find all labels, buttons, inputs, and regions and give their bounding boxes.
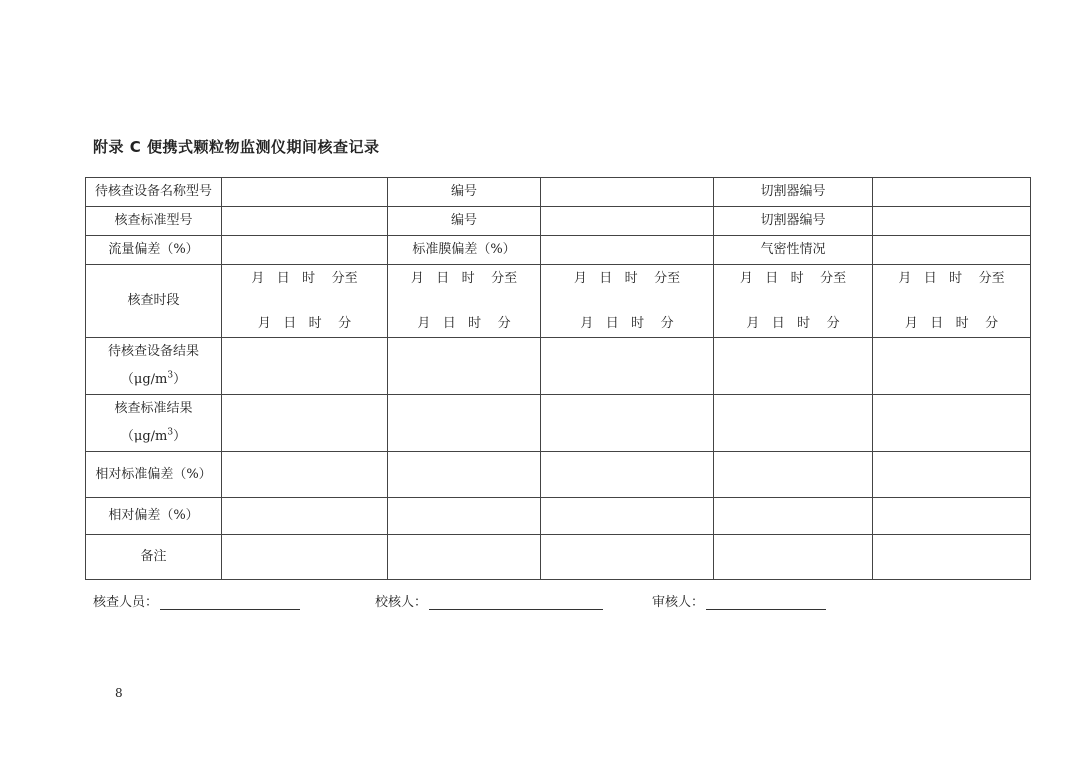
device-result-unit: $(\mu g/m^3)$ <box>120 370 187 387</box>
standard-result-input-2[interactable] <box>388 395 541 452</box>
flow-deviation-input-cell[interactable] <box>222 236 388 265</box>
page-title: 附录 C 便携式颗粒物监测仪期间核查记录 <box>93 138 380 156</box>
table-row-standard-model <box>86 207 1031 236</box>
device-result-input-2[interactable] <box>388 338 541 395</box>
table-row-period <box>86 265 1031 338</box>
standard-result-input-1[interactable] <box>222 395 388 452</box>
page-number: 8 <box>115 686 123 700</box>
standard-result-unit: $(\mu g/m^3)$ <box>120 427 187 444</box>
standard-result-label-cell <box>86 395 222 452</box>
standard-cutter-number-label: 切割器编号 <box>714 207 873 236</box>
device-result-input-4[interactable] <box>714 338 873 395</box>
remark-label: 备注 <box>86 535 222 580</box>
table-row-deviation <box>86 236 1031 265</box>
period-end: 月 日 时 分 <box>746 315 840 331</box>
standard-number-label: 编号 <box>388 207 541 236</box>
period-cell-3[interactable] <box>541 265 714 338</box>
table-row-relative-deviation <box>86 498 1031 535</box>
period-cell-2[interactable] <box>388 265 541 338</box>
signature-section <box>0 591 1080 611</box>
table-row-device-model <box>86 178 1031 207</box>
remark-input-1[interactable] <box>222 535 388 580</box>
device-result-label: 待核查设备结果 <box>107 344 199 359</box>
device-result-input-1[interactable] <box>222 338 388 395</box>
verification-record-table <box>85 177 1031 580</box>
device-result-label-cell <box>86 338 222 395</box>
inspector-signature-line[interactable] <box>160 596 300 610</box>
device-number-input-cell[interactable] <box>541 178 714 207</box>
checker-signature-line[interactable] <box>429 596 603 610</box>
period-start: 月 日 时 分至 <box>898 270 1005 286</box>
period-end: 月 日 时 分 <box>257 315 352 331</box>
remark-input-3[interactable] <box>541 535 714 580</box>
standard-model-input-cell[interactable] <box>222 207 388 236</box>
relative-std-deviation-input-5[interactable] <box>873 452 1031 498</box>
relative-std-deviation-input-4[interactable] <box>714 452 873 498</box>
inspector-label: 核查人员： <box>93 595 159 610</box>
standard-cutter-number-input-cell[interactable] <box>873 207 1031 236</box>
standard-result-input-3[interactable] <box>541 395 714 452</box>
period-cell-5[interactable] <box>873 265 1031 338</box>
device-result-input-3[interactable] <box>541 338 714 395</box>
device-number-label: 编号 <box>388 178 541 207</box>
table-row-remark <box>86 535 1031 580</box>
relative-deviation-input-5[interactable] <box>873 498 1031 535</box>
device-cutter-number-input-cell[interactable] <box>873 178 1031 207</box>
relative-deviation-input-3[interactable] <box>541 498 714 535</box>
period-label: 核查时段 <box>86 265 222 338</box>
table-row-standard-result <box>86 395 1031 452</box>
relative-std-deviation-input-2[interactable] <box>388 452 541 498</box>
standard-result-label: 核查标准结果 <box>114 401 193 416</box>
checker-signature <box>375 591 603 610</box>
period-start: 月 日 时 分至 <box>410 270 518 286</box>
remark-input-4[interactable] <box>714 535 873 580</box>
remark-input-5[interactable] <box>873 535 1031 580</box>
relative-deviation-input-1[interactable] <box>222 498 388 535</box>
period-cell-1[interactable] <box>222 265 388 338</box>
airtightness-label: 气密性情况 <box>714 236 873 265</box>
reviewer-signature-line[interactable] <box>706 596 826 610</box>
table-row-device-result <box>86 338 1031 395</box>
period-end: 月 日 时 分 <box>417 315 511 331</box>
standard-model-label: 核查标准型号 <box>86 207 222 236</box>
table-row-relative-std-deviation <box>86 452 1031 498</box>
membrane-deviation-input-cell[interactable] <box>541 236 714 265</box>
flow-deviation-label: 流量偏差（%） <box>86 236 222 265</box>
membrane-deviation-label: 标准膜偏差（%） <box>388 236 541 265</box>
device-result-input-5[interactable] <box>873 338 1031 395</box>
reviewer-label: 审核人： <box>652 595 705 610</box>
relative-deviation-input-2[interactable] <box>388 498 541 535</box>
period-start: 月 日 时 分至 <box>251 270 358 286</box>
standard-result-input-5[interactable] <box>873 395 1031 452</box>
period-end: 月 日 时 分 <box>580 315 674 331</box>
relative-std-deviation-input-3[interactable] <box>541 452 714 498</box>
device-cutter-number-label: 切割器编号 <box>714 178 873 207</box>
period-start: 月 日 时 分至 <box>573 270 681 286</box>
device-model-input-cell[interactable] <box>222 178 388 207</box>
period-start: 月 日 时 分至 <box>739 270 847 286</box>
relative-std-deviation-label: 相对标准偏差（%） <box>86 452 222 498</box>
reviewer-signature <box>652 591 826 610</box>
period-cell-4[interactable] <box>714 265 873 338</box>
relative-std-deviation-input-1[interactable] <box>222 452 388 498</box>
standard-result-input-4[interactable] <box>714 395 873 452</box>
standard-number-input-cell[interactable] <box>541 207 714 236</box>
remark-input-2[interactable] <box>388 535 541 580</box>
inspector-signature <box>93 591 300 610</box>
device-model-label: 待核查设备名称型号 <box>86 178 222 207</box>
relative-deviation-input-4[interactable] <box>714 498 873 535</box>
relative-deviation-label: 相对偏差（%） <box>86 498 222 535</box>
period-end: 月 日 时 分 <box>904 315 999 331</box>
checker-label: 校核人： <box>375 595 428 610</box>
airtightness-input-cell[interactable] <box>873 236 1031 265</box>
